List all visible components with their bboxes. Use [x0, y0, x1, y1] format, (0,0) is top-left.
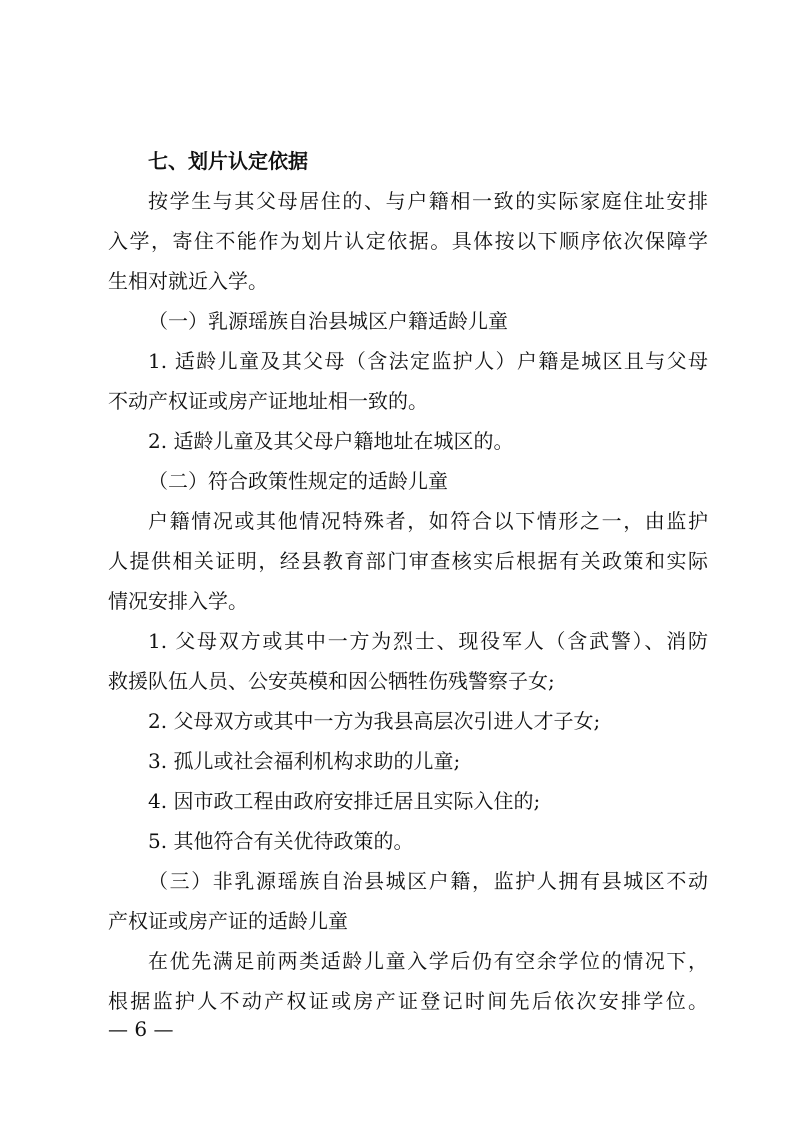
category2-item2: 2. 父母双方或其中一方为我县高层次引进人才子女;	[148, 709, 601, 733]
category1-item1-line-2: 不动产权证或房产证地址相一致的。	[108, 389, 428, 413]
category2-item4: 4. 因市政工程由政府安排迁居且实际入住的;	[148, 789, 541, 813]
category2-item1-line-2: 救援队伍人员、公安英模和因公牺牲伤残警察子女;	[108, 669, 555, 693]
page-number: — 6 —	[108, 1017, 174, 1041]
category2-item3: 3. 孤儿或社会福利机构求助的儿童;	[148, 749, 461, 773]
category1-item1-line-1: 1. 适龄儿童及其父母（含法定监护人）户籍是城区且与父母	[148, 349, 708, 373]
category3-body-line-2: 根据监护人不动产权证或房产证登记时间先后依次安排学位。	[108, 989, 708, 1013]
intro-line-2: 入学，寄住不能作为划片认定依据。具体按以下顺序依次保障学	[108, 229, 708, 253]
category1-item2: 2. 适龄儿童及其父母户籍地址在城区的。	[148, 429, 514, 453]
intro-line-3: 生相对就近入学。	[108, 269, 268, 293]
category2-item5: 5. 其他符合有关优待政策的。	[148, 829, 414, 853]
category1-heading: （一）乳源瑶族自治县城区户籍适龄儿童	[148, 309, 508, 333]
category3-heading-line-2: 产权证或房产证的适龄儿童	[108, 909, 348, 933]
intro-line-1: 按学生与其父母居住的、与户籍相一致的实际家庭住址安排	[148, 189, 708, 213]
category2-heading: （二）符合政策性规定的适龄儿童	[148, 469, 448, 493]
category2-intro-line-3: 情况安排入学。	[108, 589, 248, 613]
category3-body-line-1: 在优先满足前两类适龄儿童入学后仍有空余学位的情况下，	[148, 949, 708, 973]
category2-item1-line-1: 1. 父母双方或其中一方为烈士、现役军人（含武警）、消防	[148, 629, 708, 653]
category3-heading-line-1: （三）非乳源瑶族自治县城区户籍，监护人拥有县城区不动	[148, 869, 708, 893]
section-heading: 七、划片认定依据	[148, 149, 308, 173]
category2-intro-line-1: 户籍情况或其他情况特殊者，如符合以下情形之一，由监护	[148, 509, 708, 533]
category2-intro-line-2: 人提供相关证明，经县教育部门审查核实后根据有关政策和实际	[108, 549, 708, 573]
